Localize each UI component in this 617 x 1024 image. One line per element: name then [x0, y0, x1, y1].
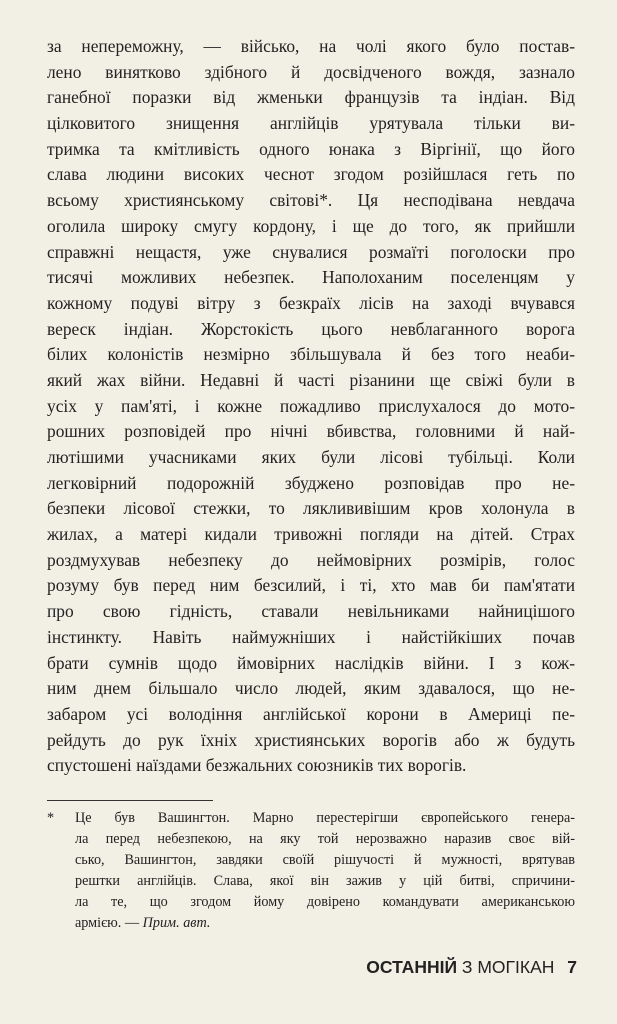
footnote: [47, 808, 575, 934]
footnote-line: ла перед небезпекою, на яку той нерозважно наразив своє вій-: [75, 831, 575, 847]
text-line: безпеки лісової стежки, то ляклививішим кров холонула в: [47, 498, 575, 519]
text-line: рошних розповідей про нічні вбивства, головними й най-: [47, 421, 575, 442]
text-line: цілковитого знищення англійців урятувала тільки ви-: [47, 113, 575, 134]
text-line: який жах війни. Недавні й часті різанини ще свіжі були в: [47, 369, 575, 390]
text-line: всьому християнському світові*. Ця несподівана невдача: [47, 190, 575, 211]
text-line: ним днем більшало число людей, яким здавалося, що не-: [47, 678, 575, 699]
footnote-last-line-text: армією. —: [75, 915, 143, 931]
text-line: спустошені наїздами безжальних союзників тих ворогів.: [47, 755, 467, 776]
text-line: білих колоністів незмірно збільшувала й без того неаби-: [47, 344, 575, 365]
text-line: інстинкту. Навіть наймужніших і найстійкіших почав: [47, 626, 575, 647]
book-title-bold: ОСТАННІЙ: [366, 957, 458, 977]
text-line: легковірний подорожній збуджено розповідав про не-: [47, 472, 575, 493]
text-line: лютішими учасниками яких були лісові тубільці. Коли: [47, 447, 575, 467]
footnote-line: Це був Вашингтон. Марно перестерігши європейського генера-: [75, 810, 575, 826]
text-line: тисячі можливих небезпек. Наполоханим поселенцям у: [47, 267, 575, 288]
text-line: лено винятково здібного й досвідченого вождя, зазнало: [47, 61, 575, 82]
footnote-marker: *: [47, 810, 55, 826]
footnote-last-line: [75, 913, 575, 934]
footnote-line: сько, Вашингтон, завдяки своїй рішучості й мужності, врятував: [75, 852, 575, 868]
main-text: [47, 34, 575, 779]
text-line: слава людини високих чеснот згодом розійшлася геть по: [47, 164, 575, 185]
text-line: справжні нещастя, уже снувалися розмаїті поголоски про: [47, 241, 575, 262]
text-line: оголила широку смугу кордону, і ще до того, як прийшли: [47, 215, 575, 236]
text-line: тримка та кмітливість одного юнака з Віргінії, що його: [47, 138, 575, 159]
footnote-author-note: Прим. авт.: [142, 915, 211, 931]
text-line: забаром усі володіння англійської корони в Америці пе-: [47, 703, 575, 724]
text-line: кожному подуві вітру з безкраїх лісів на заході вчувався: [47, 292, 575, 313]
text-line: рейдуть до рук їхніх християнських ворогів або ж будуть: [47, 729, 575, 750]
footnote-line: ла те, що згодом йому довірено командувати американською: [75, 894, 575, 910]
book-title-rest: З МОГІКАН: [461, 957, 555, 977]
text-line: розуму був перед ним безсилий, і ті, хто мав би пам'ятати: [47, 575, 575, 596]
text-line: ганебної поразки від жменьки французів та індіан. Від: [47, 87, 575, 108]
running-footer: [366, 957, 577, 978]
text-line: за непереможну, — військо, на чолі якого було постав-: [47, 36, 575, 56]
text-line: вереск індіан. Жорстокість цього невблаганного ворога: [47, 318, 575, 339]
text-line: про свою гідність, ставали невільниками найницішого: [47, 601, 575, 622]
text-line: жилах, а матері кидали тривожні погляди на дітей. Страх: [47, 524, 575, 545]
text-line: роздмухував небезпеку до неймовірних розмірів, голос: [47, 549, 575, 570]
text-line: брати сумнів щодо ймовірних наслідків війни. І з кож-: [47, 652, 575, 673]
text-line: усіх у пам'яті, і кожне пожадливо прислухалося до мото-: [47, 395, 575, 416]
footnote-divider: [47, 800, 213, 801]
footnote-line: рештки англійців. Слава, якої він зажив у цій битві, спричини-: [75, 873, 575, 889]
page-number: 7: [567, 957, 577, 977]
